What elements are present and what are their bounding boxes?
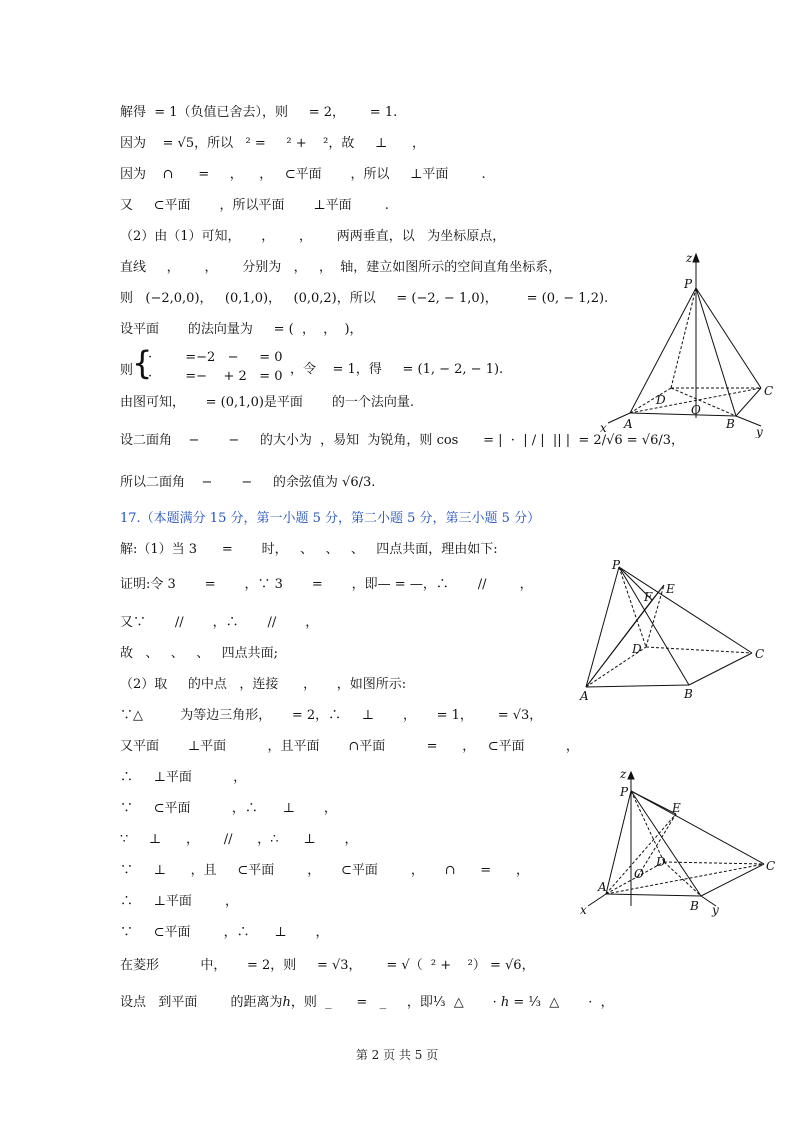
figure-pyramid-axes-1 bbox=[596, 248, 786, 438]
fig3-label-x: x bbox=[580, 903, 587, 917]
text-line-15: 证明:令 3 = ，∵ 3 = ，即— = —，∴ // ， bbox=[120, 577, 533, 592]
text-line-8: 设平面 的法向量为 = ( ， ， )， bbox=[120, 322, 363, 337]
text-line-4: 又 ⊂平面 ，所以平面 ⊥平面 . bbox=[120, 198, 389, 213]
text-line-6: 直线 ， ， 分别为 ， ， 轴，建立如图所示的空间直角坐标系， bbox=[120, 260, 562, 275]
system-tail: ，令 = 1，得 = (1, − 2, − 1). bbox=[290, 362, 504, 377]
fig1-label-B: B bbox=[726, 417, 735, 431]
text-line-5: （2）由（1）可知， ， ， 两两垂直，以 为坐标原点， bbox=[120, 229, 506, 244]
text-line-26: ∵ ⊂平面 ，∴ ⊥ ， bbox=[120, 925, 329, 940]
fig3-label-O: O bbox=[634, 867, 644, 881]
fig2-label-A: A bbox=[580, 689, 589, 703]
fig2-label-F: F bbox=[644, 590, 653, 604]
text-line-24: ∵ ⊥ ，且 ⊂平面 ， ⊂平面 ， ∩ = ， bbox=[120, 863, 529, 878]
system-prefix: 则 bbox=[120, 363, 134, 378]
fig1-label-D: D bbox=[656, 393, 666, 407]
text-line-18: （2）取 的中点 ，连接 ， ，如图所示: bbox=[120, 677, 407, 692]
equation-system bbox=[120, 344, 590, 390]
system-brace: { bbox=[132, 344, 153, 382]
text-line-28: 设点 到平面 的距离为ℎ，则 _ = _ ，即⅓ △ · ℎ = ⅓ △ · ， bbox=[120, 995, 614, 1010]
fig2-label-E: E bbox=[666, 582, 675, 596]
text-line-16: 又∵ // ，∴ // ， bbox=[120, 615, 319, 630]
text-line-17: 故 、 、 、 四点共面; bbox=[120, 646, 278, 661]
text-line-20: 又平面 ⊥平面 ，且平面 ∩平面 = ， ⊂平面 ， bbox=[120, 739, 579, 754]
system-row-1: · =−2 − = 0 bbox=[148, 350, 283, 365]
fig1-label-C: C bbox=[764, 384, 774, 398]
text-line-22: ∵ ⊂平面 ，∴ ⊥ ， bbox=[120, 801, 337, 816]
fig1-label-P: P bbox=[684, 277, 693, 291]
text-line-19: ∵△ 为等边三角形， = 2，∴ ⊥ ， = 1， = √3， bbox=[120, 708, 543, 723]
system-row-2: · =− + 2 = 0 bbox=[148, 369, 283, 384]
fig3-label-D: D bbox=[656, 855, 666, 869]
text-line-25: ∴ ⊥平面 ， bbox=[120, 894, 238, 909]
figure-pyramid-axes-3 bbox=[576, 766, 776, 918]
fig3-label-P: P bbox=[620, 785, 629, 799]
text-line-11: 由图可知， = (0,1,0)是平面 的一个法向量. bbox=[120, 395, 414, 410]
text-line-3: 因为 ∩ = ， ， ⊂平面 ，所以 ⊥平面 . bbox=[120, 167, 486, 182]
fig3-label-z: z bbox=[620, 767, 627, 781]
fig1-label-A: A bbox=[624, 417, 633, 431]
figure-pyramid-2 bbox=[574, 555, 774, 705]
problem-17-heading: 17.（本题满分 15 分，第一小题 5 分，第二小题 5 分，第三小题 5 分） bbox=[120, 511, 541, 526]
fig1-label-O: O bbox=[691, 403, 701, 417]
fig3-label-C: C bbox=[766, 859, 776, 873]
text-line-27: 在菱形 中， = 2，则 = √3， = √（ ² + ²） = √6， bbox=[120, 958, 535, 973]
text-line-21: ∴ ⊥平面 ， bbox=[120, 770, 247, 785]
fig3-label-E: E bbox=[672, 801, 681, 815]
fig3-label-A: A bbox=[598, 880, 607, 894]
text-line-1: 解得 = 1（负值已舍去），则 = 2， = 1. bbox=[120, 105, 398, 120]
fig3-label-B: B bbox=[690, 899, 699, 913]
fig2-label-P: P bbox=[612, 558, 621, 572]
page-footer: 第 2 页 共 5 页 bbox=[355, 1048, 439, 1062]
text-line-7: 则 (−2,0,0)， (0,1,0)， (0,0,2)，所以 = (−2, − 1,0)， = (0, − 1,2). bbox=[120, 291, 609, 306]
fig2-label-C: C bbox=[755, 647, 765, 661]
fig2-label-D: D bbox=[632, 642, 642, 656]
text-line-23: ∵ ⊥ ， // ，∴ ⊥ ， bbox=[120, 832, 358, 847]
fig3-label-y: y bbox=[712, 903, 719, 917]
fig1-label-z: z bbox=[686, 251, 693, 265]
text-line-2: 因为 = √5，所以 ² = ² + ²，故 ⊥ ， bbox=[120, 136, 426, 151]
fig1-label-x: x bbox=[600, 421, 607, 435]
fig1-label-y: y bbox=[756, 425, 763, 438]
fig2-label-B: B bbox=[684, 687, 693, 701]
text-line-14: 解:（1）当 3 = 时， 、 、 、 四点共面，理由如下: bbox=[120, 542, 498, 557]
text-line-13: 所以二面角 − − 的余弦值为 √6/3. bbox=[120, 475, 376, 490]
text-line-12: 设二面角 − − 的大小为 ，易知 为锐角，则 cos = | · | / | || | = 2/√6 = √6/3， bbox=[120, 433, 685, 448]
